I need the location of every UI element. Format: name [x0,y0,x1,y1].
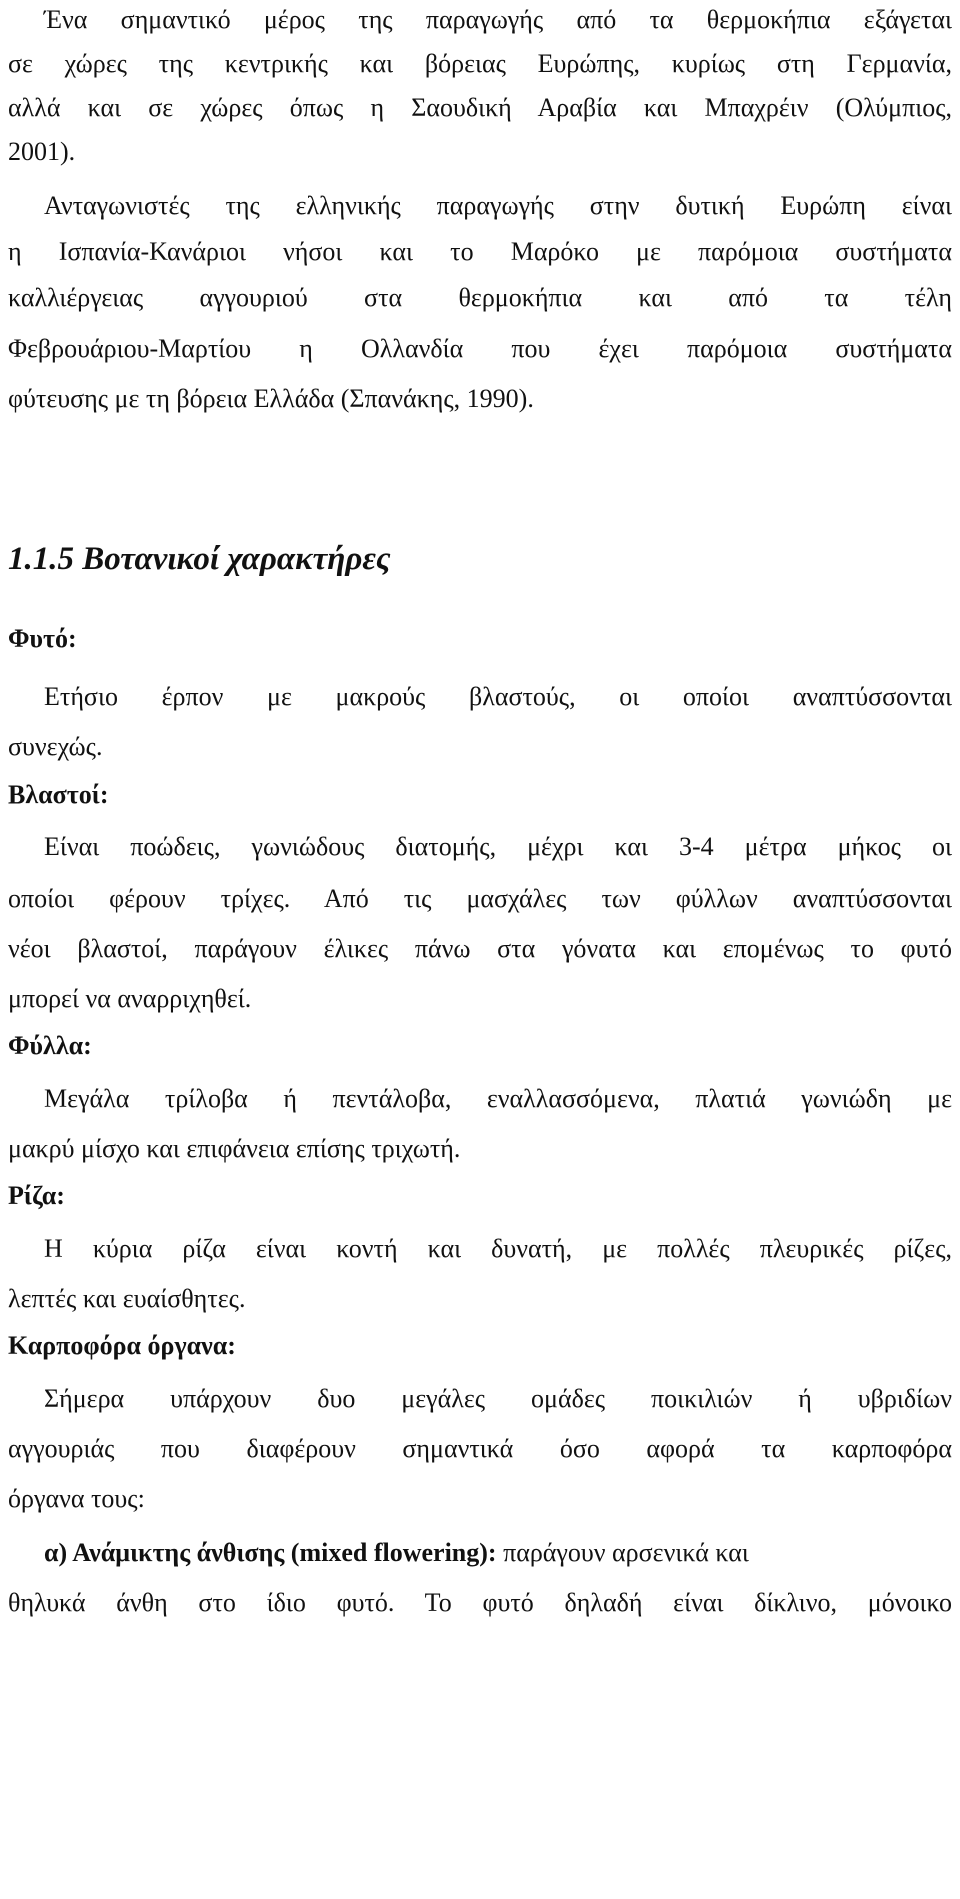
stems-line-2: οποίοι φέρουν τρίχες. Από τις μασχάλες των φύλλων αναπτύσσονται [8,884,952,913]
stems-line-3: νέοι βλαστοί, παράγουν έλικες πάνω στα γόνατα και επομένως το φυτό [8,934,952,963]
leaves-label: Φύλλα: [8,1031,92,1060]
item-a-text: παράγουν αρσενικά και [496,1538,749,1567]
leaves-line-1: Μεγάλα τρίλοβα ή πεντάλοβα, εναλλασσόμενα, πλατιά γωνιώδη με [44,1084,952,1113]
paragraph-2-line-5: φύτευσης με τη βόρεια Ελλάδα (Σπανάκης, 1990). [8,384,534,413]
plant-label: Φυτό: [8,624,77,653]
item-a-title: α) Ανάμικτης άνθισης (mixed flowering): [44,1538,497,1567]
fruiting-organs-line-2: αγγουριάς που διαφέρουν σημαντικά όσο αφορά τα καρποφόρα [8,1434,952,1463]
leaves-line-2: μακρύ μίσχο και επιφάνεια επίσης τριχωτή. [8,1134,461,1163]
paragraph-1-line-3: αλλά και σε χώρες όπως η Σαουδική Αραβία και Μπαχρέιν (Ολύμπιος, [8,93,952,122]
stems-line-1: Είναι ποώδεις, γωνιώδους διατομής, μέχρι και 3-4 μέτρα μήκος οι [44,832,952,861]
item-a-line-2: θηλυκά άνθη στο ίδιο φυτό. Το φυτό δηλαδή είναι δίκλινο, μόνοικο [8,1588,952,1617]
stems-line-4: μπορεί να αναρριχηθεί. [8,984,252,1013]
root-line-1: Η κύρια ρίζα είναι κοντή και δυνατή, με πολλές πλευρικές ρίζες, [44,1234,952,1263]
root-label: Ρίζα: [8,1181,65,1210]
fruiting-organs-line-3: όργανα τους: [8,1484,145,1513]
fruiting-organs-label: Καρποφόρα όργανα: [8,1331,236,1360]
paragraph-2-line-2: η Ισπανία-Κανάριοι νήσοι και το Μαρόκο με παρόμοια συστήματα [8,237,952,266]
section-heading: 1.1.5 Βοτανικοί χαρακτήρες [8,541,391,577]
plant-line-2: συνεχώς. [8,732,103,761]
paragraph-2-line-3: καλλιέργειας αγγουριού στα θερμοκήπια και από τα τέλη [8,283,952,312]
paragraph-2-line-1: Ανταγωνιστές της ελληνικής παραγωγής στην δυτική Ευρώπη είναι [44,191,952,220]
paragraph-1-line-4: 2001). [8,137,76,166]
paragraph-1-line-2: σε χώρες της κεντρικής και βόρειας Ευρώπης, κυρίως στη Γερμανία, [8,49,952,78]
stems-label: Βλαστοί: [8,780,109,809]
plant-line-1: Ετήσιο έρπον με μακρούς βλαστούς, οι οποίοι αναπτύσσονται [44,682,952,711]
root-line-2: λεπτές και ευαίσθητες. [8,1284,246,1313]
fruiting-organs-line-1: Σήμερα υπάρχουν δυο μεγάλες ομάδες ποικιλιών ή υβριδίων [44,1384,952,1413]
paragraph-1-line-1: Ένα σημαντικό μέρος της παραγωγής από τα θερμοκήπια εξάγεται [44,5,952,34]
paragraph-2-line-4: Φεβρουάριου-Μαρτίου η Ολλανδία που έχει παρόμοια συστήματα [8,334,952,363]
